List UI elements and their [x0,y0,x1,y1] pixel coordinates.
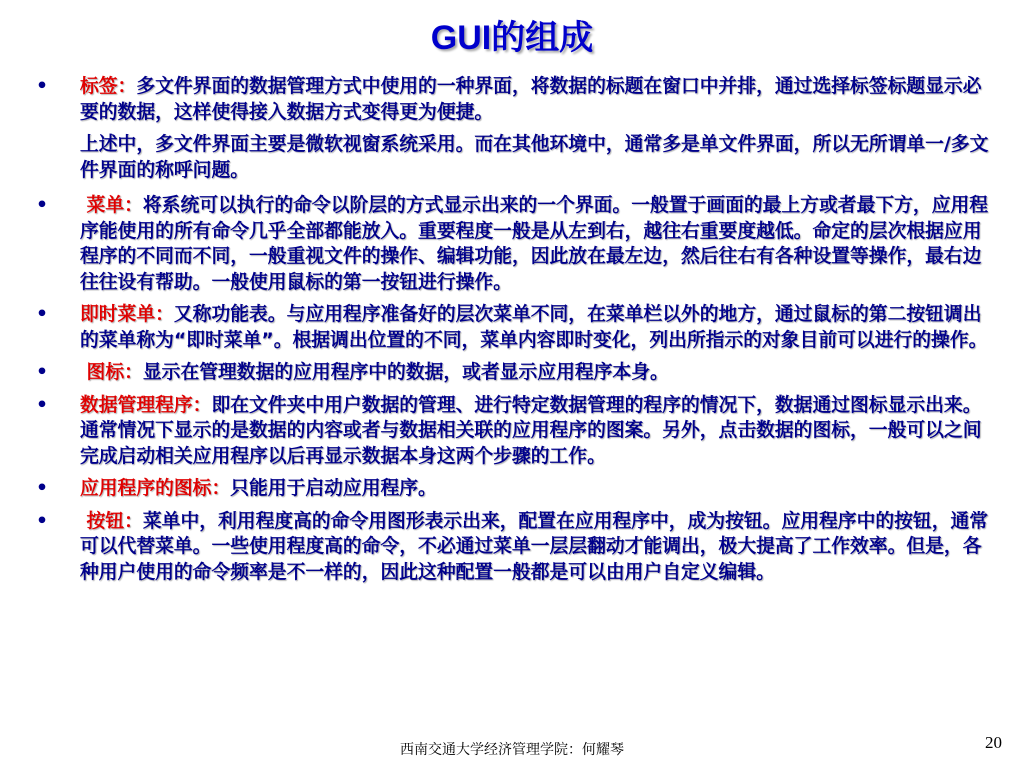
item-text: 上述中，多文件界面主要是微软视窗系统采用。而在其他环境中，通常多是单文件界面，所以无所谓单一/多文件界面的称呼问题。 [80,134,989,181]
bullet-icon: • [36,195,49,216]
term-label: 图标： [86,362,143,383]
item-text: 多文件界面的数据管理方式中使用的一种界面，将数据的标题在窗口中并排，通过选择标签标题显示必要的数据，这样使得接入数据方式变得更为便捷。 [80,76,982,123]
bullet-icon: • [36,76,49,97]
item-text: 将系统可以执行的命令以阶层的方式显示出来的一个界面。一般置于画面的最上方或者最下方，应用程序能使用的所有命令几乎全部都能放入。重要程度一般是从左到右，越往右重要度越低。命定的层次根据应用程序的不同而不同，一般重视文件的操作、编辑功能，因此放在最左边，然后往右有各种设置等操作，最右边往往设有帮助。一般使用鼠标的第一按钮进行操作。 [80,195,989,293]
slide-content [30,74,994,592]
item-text: 菜单中，利用程度高的命令用图形表示出来，配置在应用程序中，成为按钮。应用程序中的按钮，通常可以代替菜单。一些使用程度高的命令，不必通过菜单一层层翻动才能调出，极大提高了工作效率。但是，各种用户使用的命令频率是不一样的，因此这种配置一般都是可以由用户自定义编辑。 [80,510,989,583]
bullet-item-icon [30,360,994,386]
bullet-item-menu [30,193,994,295]
term-label: 应用程序的图标： [80,478,231,499]
bullet-item-tabs [30,74,994,125]
bullet-item-popup-menu [30,302,994,353]
bullet-icon: • [36,394,49,416]
note-paragraph [30,132,994,183]
bullet-icon: • [36,510,49,532]
bullet-item-data-manager [30,393,994,470]
bullet-icon: • [36,362,49,383]
page-number: 20 [985,733,1002,752]
term-label: 菜单： [86,195,143,216]
footer-credit: 西南交通大学经济管理学院：何耀琴 [400,742,624,758]
item-text: 即在文件夹中用户数据的管理、进行特定数据管理的程序的情况下，数据通过图标显示出来。通常情况下显示的是数据的内容或者与数据相关联的应用程序的图案。另外，点击数据的图标，一般可以之间完成启动相关应用程序以后再显示数据本身这两个步骤的工作。 [80,394,982,467]
term-label: 按钮： [86,510,143,532]
item-text: 显示在管理数据的应用程序中的数据，或者显示应用程序本身。 [142,362,669,383]
item-text: 只能用于启动应用程序。 [230,478,437,499]
bullet-item-button [30,509,994,586]
slide-title: GUI的组成 [430,19,594,57]
term-label: 即时菜单： [80,304,174,325]
term-label: 数据管理程序： [80,394,212,416]
bullet-item-app-icon [30,476,994,502]
term-label: 标签： [80,76,137,97]
item-text: 又称功能表。与应用程序准备好的层次菜单不同，在菜单栏以外的地方，通过鼠标的第二按钮调出的菜单称为“即时菜单”。根据调出位置的不同，菜单内容即时变化，列出所指示的对象目前可以进行的操作。 [80,304,988,351]
bullet-icon: • [36,304,49,325]
bullet-icon: • [36,478,49,499]
